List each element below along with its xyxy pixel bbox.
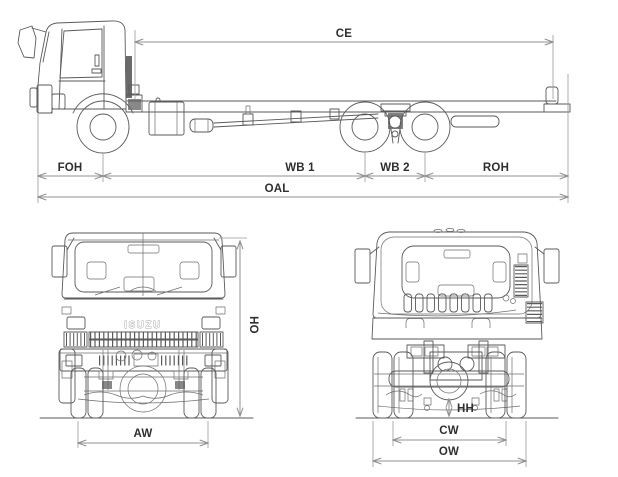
fender-left	[59, 349, 75, 403]
dim-label-ce: CE	[335, 28, 353, 40]
rear-mirror-left	[355, 249, 370, 283]
rear-step	[451, 116, 499, 127]
dim-label-roh: ROH	[482, 162, 510, 174]
dim-label-aw: AW	[133, 428, 153, 440]
fender-right	[212, 349, 228, 403]
rear-tire-right-outer	[507, 352, 526, 418]
frame-end-bar	[544, 104, 570, 112]
rear-slats	[404, 294, 492, 312]
rear-dimensions	[373, 399, 526, 467]
side-mirror	[18, 26, 36, 58]
side-dimensions	[38, 28, 568, 203]
side-view	[18, 21, 570, 203]
headlight-left	[67, 317, 85, 329]
rear-cab	[355, 229, 559, 340]
rear-window	[402, 246, 510, 298]
dim-label-cw: CW	[439, 425, 459, 437]
rear-view	[355, 229, 559, 468]
dim-label-wb1: WB 1	[285, 162, 315, 174]
engine-ghost	[120, 366, 166, 412]
front-tire-right-outer	[201, 368, 216, 418]
front-tire-left-outer	[71, 368, 86, 418]
headlight-right	[202, 317, 220, 329]
rear-mirror-right	[544, 249, 559, 283]
side-cab	[18, 21, 133, 113]
dim-label-foh: FOH	[57, 162, 83, 174]
dim-label-hh: HH	[457, 403, 475, 415]
dim-label-ow: OW	[438, 446, 460, 458]
seat-right	[180, 262, 199, 279]
front-bumper-axle	[40, 349, 253, 418]
front-dimensions	[78, 238, 259, 448]
frame-rail	[127, 101, 556, 112]
muffler	[190, 119, 213, 132]
windshield	[75, 242, 212, 292]
front-bumper	[60, 349, 227, 371]
dim-label-ho: HO	[247, 316, 259, 334]
rear-tire-left-outer	[373, 352, 392, 418]
fuel-tank	[149, 102, 184, 135]
rear-spring	[381, 104, 410, 111]
front-fender-arc	[73, 94, 133, 113]
front-view	[40, 233, 259, 448]
rear-wheel-1	[340, 102, 390, 152]
seat-left	[87, 262, 106, 279]
front-cab	[52, 233, 236, 347]
differential	[430, 362, 468, 400]
dim-label-oal: OAL	[264, 183, 290, 195]
brand-badge: ISUZU	[124, 320, 162, 331]
rear-wheel-2	[400, 102, 450, 152]
dim-label-wb2: WB 2	[380, 162, 410, 174]
side-chassis	[126, 56, 570, 143]
